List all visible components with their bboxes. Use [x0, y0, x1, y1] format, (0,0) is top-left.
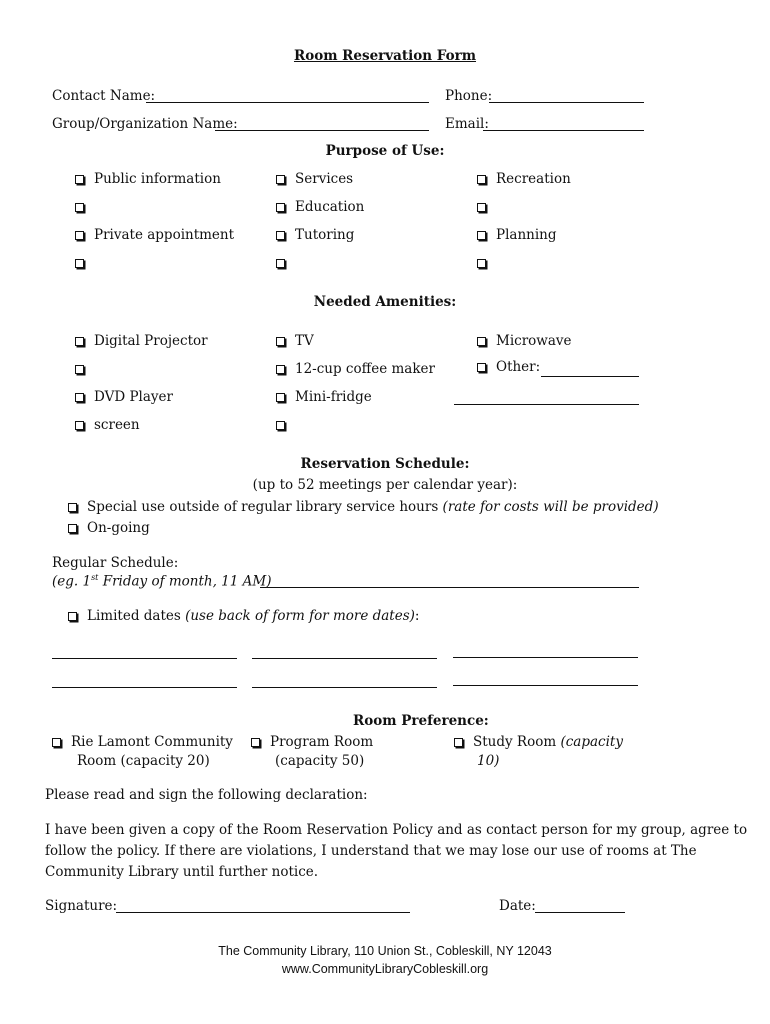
checkbox[interactable] [454, 738, 463, 747]
purpose-option[interactable]: Education [276, 199, 364, 215]
checkbox[interactable] [276, 203, 285, 212]
special-use-option[interactable]: Special use outside of regular library service hours (rate for costs will be provided) [68, 499, 659, 515]
amenity-option-other[interactable]: Other: [477, 359, 540, 375]
schedule-subheading: (up to 52 meetings per calendar year): [252, 477, 518, 493]
purpose-option[interactable] [477, 255, 496, 271]
checkbox[interactable] [276, 393, 285, 402]
purpose-option[interactable] [75, 199, 94, 215]
checkbox[interactable] [276, 175, 285, 184]
checkbox[interactable] [477, 337, 486, 346]
amenity-option[interactable]: Microwave [477, 333, 572, 349]
checkbox[interactable] [75, 365, 84, 374]
purpose-option[interactable]: Private appointment [75, 227, 234, 243]
checkbox[interactable] [251, 738, 260, 747]
amenity-option[interactable]: screen [75, 417, 140, 433]
purpose-option[interactable] [477, 199, 496, 215]
checkbox[interactable] [75, 203, 84, 212]
checkbox[interactable] [477, 231, 486, 240]
amenity-option[interactable]: Mini-fridge [276, 389, 372, 405]
date-field[interactable] [453, 685, 638, 686]
declaration-line: I have been given a copy of the Room Reservation Policy and as contact person for my group, agree to [45, 822, 748, 838]
room-option-study-capacity: 10) [477, 753, 500, 769]
amenity-option[interactable]: TV [276, 333, 314, 349]
checkbox[interactable] [52, 738, 61, 747]
page-title: Room Reservation Form [293, 48, 477, 64]
checkbox[interactable] [276, 231, 285, 240]
amenities-heading: Needed Amenities: [313, 294, 457, 310]
date-field[interactable] [453, 657, 638, 658]
checkbox[interactable] [75, 175, 84, 184]
room-option-study[interactable]: Study Room (capacity [454, 734, 623, 750]
declaration-line: follow the policy. If there are violations, I understand that we may lose our use of rooms at The [45, 843, 697, 859]
amenity-option[interactable] [276, 417, 295, 433]
signature-field[interactable] [116, 912, 410, 913]
signature-label: Signature: [45, 898, 118, 914]
group-label: Group/Organization Name: [52, 116, 238, 132]
room-option-rie-lamont-capacity: Room (capacity 20) [77, 753, 210, 769]
date-field[interactable] [52, 687, 237, 688]
checkbox[interactable] [276, 365, 285, 374]
ongoing-option[interactable]: On-going [68, 520, 150, 536]
checkbox[interactable] [75, 337, 84, 346]
footer-website[interactable]: www.CommunityLibraryCobleskill.org [281, 962, 489, 976]
checkbox[interactable] [276, 421, 285, 430]
checkbox[interactable] [477, 203, 486, 212]
date-field[interactable] [252, 687, 437, 688]
date-field[interactable] [52, 658, 237, 659]
amenity-option[interactable]: Digital Projector [75, 333, 208, 349]
checkbox[interactable] [68, 503, 77, 512]
group-field[interactable] [215, 130, 429, 131]
regular-schedule-field[interactable] [260, 587, 639, 588]
purpose-option[interactable] [276, 255, 295, 271]
amenity-option[interactable] [75, 361, 94, 377]
phone-field[interactable] [489, 102, 644, 103]
purpose-option[interactable]: Services [276, 171, 353, 187]
checkbox[interactable] [75, 231, 84, 240]
schedule-heading: Reservation Schedule: [300, 456, 470, 472]
checkbox[interactable] [68, 524, 77, 533]
declaration-intro: Please read and sign the following declaration: [45, 787, 368, 803]
declaration-line: Community Library until further notice. [45, 864, 319, 880]
checkbox[interactable] [477, 363, 486, 372]
email-field[interactable] [483, 130, 644, 131]
room-option-program-capacity: (capacity 50) [275, 753, 365, 769]
checkbox[interactable] [477, 175, 486, 184]
checkbox[interactable] [276, 337, 285, 346]
purpose-heading: Purpose of Use: [325, 143, 445, 159]
checkbox[interactable] [68, 612, 77, 621]
email-label: Email: [445, 116, 489, 132]
purpose-option[interactable]: Recreation [477, 171, 571, 187]
purpose-option[interactable]: Public information [75, 171, 221, 187]
purpose-option[interactable] [75, 255, 94, 271]
checkbox[interactable] [75, 393, 84, 402]
date-field[interactable] [252, 658, 437, 659]
checkbox[interactable] [75, 259, 84, 268]
checkbox[interactable] [477, 259, 486, 268]
purpose-option[interactable]: Tutoring [276, 227, 354, 243]
other-amenity-field[interactable] [541, 376, 639, 377]
limited-dates-option[interactable]: Limited dates (use back of form for more dates): [68, 608, 419, 624]
room-option-program[interactable]: Program Room [251, 734, 373, 750]
phone-label: Phone: [445, 88, 493, 104]
date-signed-field[interactable] [535, 912, 625, 913]
date-label: Date: [499, 898, 536, 914]
amenity-option[interactable]: 12-cup coffee maker [276, 361, 435, 377]
room-heading: Room Preference: [353, 713, 489, 729]
other-amenity-field-2[interactable] [454, 404, 639, 405]
amenity-option[interactable]: DVD Player [75, 389, 173, 405]
footer-address: The Community Library, 110 Union St., Cobleskill, NY 12043 [218, 944, 552, 958]
contact-name-field[interactable] [146, 102, 429, 103]
regular-schedule-example: (eg. 1st Friday of month, 11 AM) [52, 573, 272, 590]
purpose-option[interactable]: Planning [477, 227, 557, 243]
regular-schedule-label: Regular Schedule: [52, 555, 179, 571]
contact-name-label: Contact Name: [52, 88, 156, 104]
checkbox[interactable] [75, 421, 84, 430]
room-option-rie-lamont[interactable]: Rie Lamont Community [52, 734, 233, 750]
checkbox[interactable] [276, 259, 285, 268]
